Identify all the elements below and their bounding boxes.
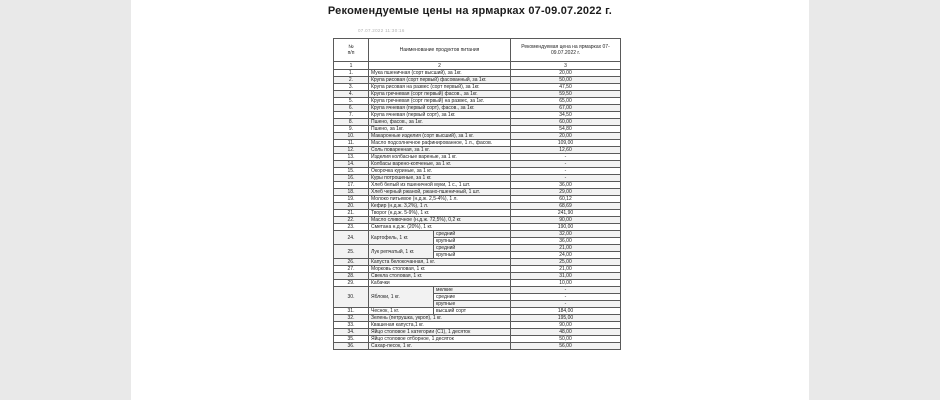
cell-number: 1. bbox=[334, 70, 369, 77]
table-row bbox=[334, 315, 621, 322]
table-row bbox=[334, 84, 621, 91]
cell-number: 18. bbox=[334, 189, 369, 196]
price-table bbox=[333, 38, 621, 350]
table-row bbox=[334, 273, 621, 280]
cell-product-name: Зелень (петрушка, укроп), 1 кг. bbox=[369, 315, 511, 322]
cell-number: 22. bbox=[334, 217, 369, 224]
cell-number: 10. bbox=[334, 133, 369, 140]
cell-product-name: Пшено, за 1кг. bbox=[369, 126, 511, 133]
cell-price: 21,00 bbox=[511, 245, 621, 252]
table-row bbox=[334, 259, 621, 266]
print-timestamp: 07.07.2022 11:30:16 bbox=[358, 28, 405, 33]
cell-price: 195,00 bbox=[511, 315, 621, 322]
table-row bbox=[334, 140, 621, 147]
cell-price: 90,00 bbox=[511, 322, 621, 329]
cell-price: 20,00 bbox=[511, 133, 621, 140]
table-row bbox=[334, 322, 621, 329]
cell-product-name: Сахар-песок, 1 кг. bbox=[369, 343, 511, 350]
cell-product-name: Мука пшеничная (сорт высший), за 1кг. bbox=[369, 70, 511, 77]
column-numbers-row bbox=[334, 62, 621, 70]
cell-number: 13. bbox=[334, 154, 369, 161]
table-row bbox=[334, 231, 621, 238]
cell-product-name: Кабачки bbox=[369, 280, 511, 287]
cell-size-label: крупные bbox=[434, 301, 511, 308]
cell-number: 16. bbox=[334, 175, 369, 182]
table-header-row bbox=[334, 39, 621, 62]
cell-price: 60,12 bbox=[511, 196, 621, 203]
cell-product-name: Изделия колбасные вареные, за 1 кг. bbox=[369, 154, 511, 161]
table-row bbox=[334, 98, 621, 105]
cell-price: 29,00 bbox=[511, 189, 621, 196]
cell-price: 68,69 bbox=[511, 203, 621, 210]
cell-price: 59,50 bbox=[511, 91, 621, 98]
cell-size-label: средний bbox=[434, 245, 511, 252]
cell-product-name: Молоко питьевое (н.д.ж. 2,5-4%), 1 л. bbox=[369, 196, 511, 203]
cell-price: 32,00 bbox=[511, 231, 621, 238]
cell-product-name: Чеснок, 1 кг. bbox=[369, 308, 434, 315]
cell-price: 36,00 bbox=[511, 182, 621, 189]
cell-number: 4. bbox=[334, 91, 369, 98]
header-num-line1: № bbox=[348, 43, 354, 50]
table-row bbox=[334, 189, 621, 196]
cell-price: 20,00 bbox=[511, 70, 621, 77]
header-num bbox=[334, 39, 369, 62]
cell-product-name: Окорочка куриные, за 1 кг. bbox=[369, 168, 511, 175]
cell-price: 24,00 bbox=[511, 252, 621, 259]
cell-number: 35. bbox=[334, 336, 369, 343]
cell-product-name: Куры потрошеные, за 1 кг. bbox=[369, 175, 511, 182]
colnum-2: 2 bbox=[369, 62, 511, 70]
cell-price: - bbox=[511, 294, 621, 301]
cell-product-name: Картофель, 1 кг. bbox=[369, 231, 434, 245]
table-row bbox=[334, 168, 621, 175]
cell-price: 56,00 bbox=[511, 343, 621, 350]
cell-product-name: Кефир (н.д.ж. 3,2%), 1 л. bbox=[369, 203, 511, 210]
cell-price: 25,00 bbox=[511, 259, 621, 266]
cell-product-name: Творог (н.д.ж. 5-9%), 1 кг. bbox=[369, 210, 511, 217]
cell-product-name: Квашеная капуста,1 кг. bbox=[369, 322, 511, 329]
table-row bbox=[334, 91, 621, 98]
cell-product-name: Хлеб белый из пшеничной муки, 1 с., 1 шт. bbox=[369, 182, 511, 189]
cell-price: 190,00 bbox=[511, 224, 621, 231]
table-row bbox=[334, 112, 621, 119]
cell-number: 36. bbox=[334, 343, 369, 350]
cell-number: 8. bbox=[334, 119, 369, 126]
header-num-line2: п/п bbox=[347, 50, 355, 56]
cell-size-label: мелкие bbox=[434, 287, 511, 294]
cell-number: 9. bbox=[334, 126, 369, 133]
cell-number: 26. bbox=[334, 259, 369, 266]
table-row bbox=[334, 245, 621, 252]
table-row bbox=[334, 224, 621, 231]
cell-price: 241,90 bbox=[511, 210, 621, 217]
cell-product-name: Крупа гречневая (сорт первый) фасов., за 1кг. bbox=[369, 91, 511, 98]
cell-product-name: Крупа ячневая (первый сорт), фасов., за 1кг. bbox=[369, 105, 511, 112]
cell-price: 109,00 bbox=[511, 140, 621, 147]
cell-product-name: Яйцо столовое отборное, 1 десяток bbox=[369, 336, 511, 343]
cell-number: 29. bbox=[334, 280, 369, 287]
cell-number: 24. bbox=[334, 231, 369, 245]
cell-price: 65,00 bbox=[511, 98, 621, 105]
header-name: Наименование продуктов питания bbox=[369, 39, 511, 62]
cell-product-name: Пшено, фасов., за 1кг. bbox=[369, 119, 511, 126]
cell-number: 17. bbox=[334, 182, 369, 189]
table-row bbox=[334, 210, 621, 217]
table-body bbox=[334, 70, 621, 350]
cell-number: 7. bbox=[334, 112, 369, 119]
cell-number: 6. bbox=[334, 105, 369, 112]
table-row bbox=[334, 70, 621, 77]
cell-product-name: Макаронные изделия (сорт высший), за 1 кг. bbox=[369, 133, 511, 140]
table-row bbox=[334, 196, 621, 203]
cell-product-name: Хлеб черный ржаной, ржано-пшеничный, 1 шт. bbox=[369, 189, 511, 196]
colnum-1: 1 bbox=[334, 62, 369, 70]
cell-number: 25. bbox=[334, 245, 369, 259]
cell-price: 90,00 bbox=[511, 217, 621, 224]
cell-product-name: Крупа рисовая на развес (сорт первый), за 1кг. bbox=[369, 84, 511, 91]
cell-number: 21. bbox=[334, 210, 369, 217]
table-row bbox=[334, 126, 621, 133]
cell-price: 50,00 bbox=[511, 336, 621, 343]
cell-product-name: Морковь столовая, 1 кг. bbox=[369, 266, 511, 273]
cell-product-name: Масло сливочное (н.д.ж. 72,5%), 0,2 кг. bbox=[369, 217, 511, 224]
cell-product-name: Крупа рисовая (сорт первый) фасованный, за 1кг. bbox=[369, 77, 511, 84]
cell-price: 60,00 bbox=[511, 119, 621, 126]
cell-price: - bbox=[511, 154, 621, 161]
cell-size-label: крупный bbox=[434, 252, 511, 259]
cell-price: - bbox=[511, 301, 621, 308]
cell-price: - bbox=[511, 287, 621, 294]
cell-number: 11. bbox=[334, 140, 369, 147]
cell-price: 54,80 bbox=[511, 126, 621, 133]
cell-number: 31. bbox=[334, 308, 369, 315]
cell-number: 14. bbox=[334, 161, 369, 168]
table-row bbox=[334, 203, 621, 210]
cell-product-name: Крупа гречневая (сорт первый) на развес, за 1кг. bbox=[369, 98, 511, 105]
cell-product-name: Яблоки, 1 кг. bbox=[369, 287, 434, 308]
table-row bbox=[334, 175, 621, 182]
cell-product-name: Колбасы варено-копченые, за 1 кг. bbox=[369, 161, 511, 168]
cell-price: 50,00 bbox=[511, 77, 621, 84]
cell-price: 36,00 bbox=[511, 238, 621, 245]
table-row bbox=[334, 343, 621, 350]
table-row bbox=[334, 77, 621, 84]
header-price: Рекомендуемая цена на ярмарках 07-09.07.2022 г. bbox=[511, 39, 621, 62]
table-row bbox=[334, 287, 621, 294]
cell-price: 31,00 bbox=[511, 273, 621, 280]
cell-product-name: Соль поваренная, за 1 кг. bbox=[369, 147, 511, 154]
cell-price: - bbox=[511, 175, 621, 182]
cell-number: 23. bbox=[334, 224, 369, 231]
cell-product-name: Масло подсолнечное рафинированное, 1 л., фасов. bbox=[369, 140, 511, 147]
cell-number: 5. bbox=[334, 98, 369, 105]
table-row bbox=[334, 217, 621, 224]
cell-price: 12,60 bbox=[511, 147, 621, 154]
page-title: Рекомендуемые цены на ярмарках 07-09.07.2022 г. bbox=[327, 5, 613, 17]
table-row bbox=[334, 119, 621, 126]
cell-number: 34. bbox=[334, 329, 369, 336]
cell-product-name: Яйцо столовое 1 категории (С1), 1 десяток bbox=[369, 329, 511, 336]
cell-number: 32. bbox=[334, 315, 369, 322]
table-row bbox=[334, 182, 621, 189]
cell-number: 15. bbox=[334, 168, 369, 175]
cell-product-name: Лук репчатый, 1 кг. bbox=[369, 245, 434, 259]
cell-size-label: средний bbox=[434, 231, 511, 238]
cell-price: 47,50 bbox=[511, 84, 621, 91]
cell-price: 21,00 bbox=[511, 266, 621, 273]
document-page bbox=[131, 0, 809, 400]
cell-size-label: крупный bbox=[434, 238, 511, 245]
cell-price: 184,00 bbox=[511, 308, 621, 315]
cell-product-name: Свекла столовая, 1 кг. bbox=[369, 273, 511, 280]
cell-price: - bbox=[511, 168, 621, 175]
table-row bbox=[334, 266, 621, 273]
cell-number: 30. bbox=[334, 287, 369, 308]
cell-number: 12. bbox=[334, 147, 369, 154]
cell-number: 19. bbox=[334, 196, 369, 203]
cell-number: 3. bbox=[334, 84, 369, 91]
cell-number: 33. bbox=[334, 322, 369, 329]
cell-price: - bbox=[511, 161, 621, 168]
table-row bbox=[334, 147, 621, 154]
table-row bbox=[334, 280, 621, 287]
table-row bbox=[334, 336, 621, 343]
table-row bbox=[334, 161, 621, 168]
colnum-3: 3 bbox=[511, 62, 621, 70]
cell-price: 34,50 bbox=[511, 112, 621, 119]
table-row bbox=[334, 105, 621, 112]
cell-number: 28. bbox=[334, 273, 369, 280]
cell-product-name: Капуста белокочанная, 1 кг. bbox=[369, 259, 511, 266]
cell-price: 10,00 bbox=[511, 280, 621, 287]
cell-size-label: средние bbox=[434, 294, 511, 301]
table-row bbox=[334, 308, 621, 315]
table-row bbox=[334, 154, 621, 161]
cell-price: 67,00 bbox=[511, 105, 621, 112]
cell-number: 20. bbox=[334, 203, 369, 210]
table-row bbox=[334, 329, 621, 336]
cell-price: 48,00 bbox=[511, 329, 621, 336]
table-row bbox=[334, 133, 621, 140]
cell-product-name: Крупа ячневая (первый сорт), за 1кг. bbox=[369, 112, 511, 119]
cell-number: 2. bbox=[334, 77, 369, 84]
cell-product-name: Сметана н.д.ж. (20%), 1 кг. bbox=[369, 224, 511, 231]
cell-size-label: высший сорт bbox=[434, 308, 511, 315]
cell-number: 27. bbox=[334, 266, 369, 273]
